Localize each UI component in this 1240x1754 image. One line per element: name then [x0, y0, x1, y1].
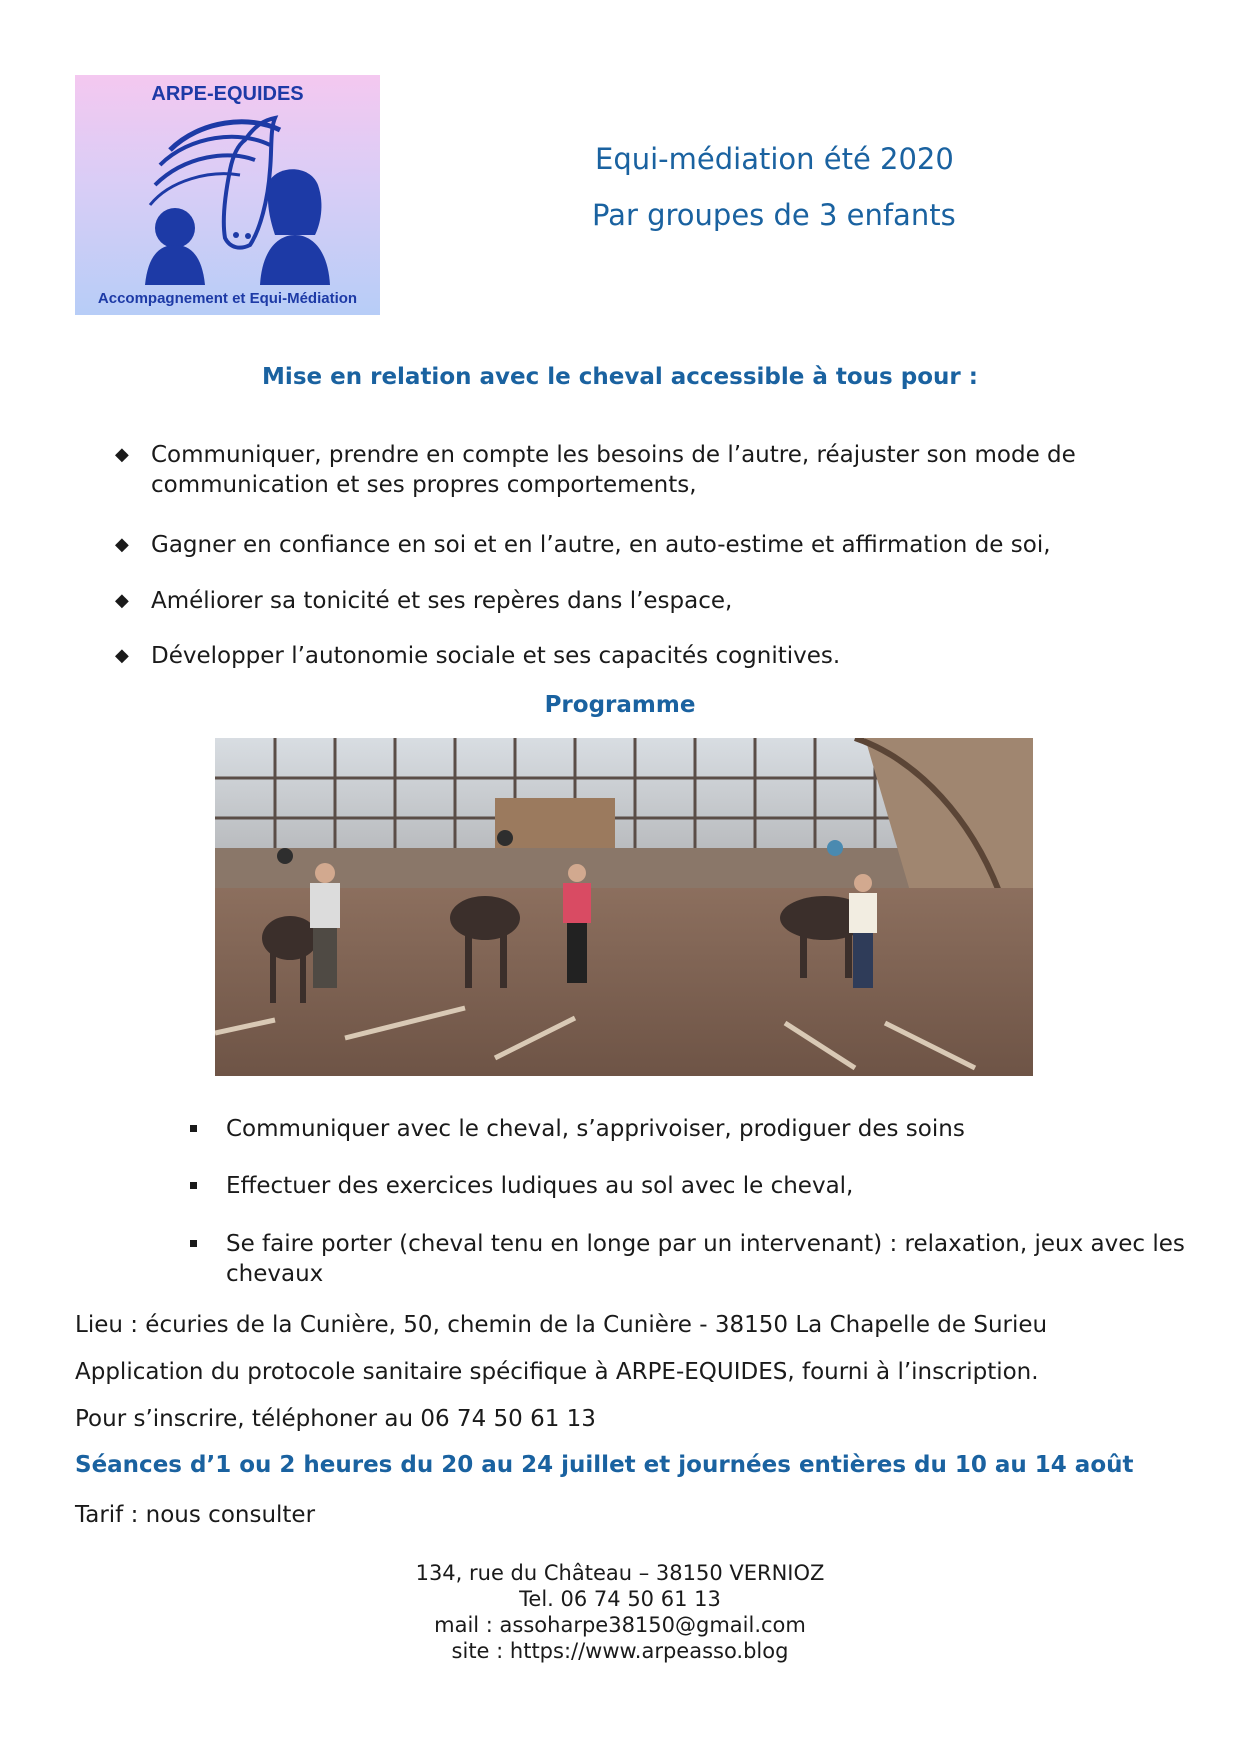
- logo-title: ARPE-EQUIDES: [151, 83, 304, 105]
- diamond-bullet-icon: ◆: [115, 590, 129, 611]
- square-bullet-icon: [190, 1240, 197, 1247]
- footer-contact: [0, 1560, 1240, 1664]
- page-subtitle: Par groupes de 3 enfants: [592, 198, 956, 232]
- diamond-bullet-icon: ◆: [115, 534, 129, 555]
- square-bullet-icon: [190, 1182, 197, 1189]
- sessions-line: Séances d’1 ou 2 heures du 20 au 24 juillet et journées entières du 10 au 14 août: [75, 1452, 1134, 1478]
- list-item-text: Effectuer des exercices ludiques au sol avec le cheval,: [226, 1173, 854, 1199]
- footer-email: mail : assoharpe38150@gmail.com: [434, 1613, 806, 1637]
- square-bullet-icon: [190, 1125, 197, 1132]
- pricing-line: Tarif : nous consulter: [75, 1502, 316, 1528]
- list-item-text: Gagner en confiance en soi et en l’autre, en auto-estime et affirmation de soi,: [151, 532, 1051, 558]
- list-item-text: Améliorer sa tonicité et ses repères dans l’espace,: [151, 588, 733, 614]
- registration-line: Pour s’inscrire, téléphoner au 06 74 50 61 13: [75, 1406, 596, 1432]
- arena-photo-illustration-icon: [215, 738, 1033, 1076]
- riding-arena-photo: [215, 738, 1033, 1076]
- footer-address: 134, rue du Château – 38150 VERNIOZ: [415, 1561, 825, 1585]
- page-title: Equi-médiation été 2020: [595, 142, 954, 176]
- diamond-bullet-icon: ◆: [115, 444, 129, 465]
- footer-website: site : https://www.arpeasso.blog: [451, 1639, 789, 1663]
- logo: [75, 75, 380, 315]
- location-line: Lieu : écuries de la Cunière, 50, chemin de la Cunière - 38150 La Chapelle de Surieu: [75, 1312, 1048, 1338]
- list-item-text: Communiquer, prendre en compte les besoins de l’autre, réajuster son mode de communication et ses propres comportements,: [151, 442, 1076, 498]
- protocol-line: Application du protocole sanitaire spécifique à ARPE-EQUIDES, fourni à l’inscription.: [75, 1359, 1039, 1385]
- list-item-text: Communiquer avec le cheval, s’apprivoiser, prodiguer des soins: [226, 1116, 965, 1142]
- horse-and-children-logo-icon: [130, 110, 330, 285]
- footer-phone: Tel. 06 74 50 61 13: [519, 1587, 721, 1611]
- section-heading-intro: Mise en relation avec le cheval accessible à tous pour :: [262, 364, 978, 390]
- diamond-bullet-icon: ◆: [115, 645, 129, 666]
- logo-tagline: Accompagnement et Equi-Médiation: [97, 290, 358, 307]
- section-heading-programme: Programme: [544, 692, 696, 718]
- list-item-text: Se faire porter (cheval tenu en longe par un intervenant) : relaxation, jeux avec les chevaux: [226, 1231, 1185, 1287]
- list-item-text: Développer l’autonomie sociale et ses capacités cognitives.: [151, 643, 841, 669]
